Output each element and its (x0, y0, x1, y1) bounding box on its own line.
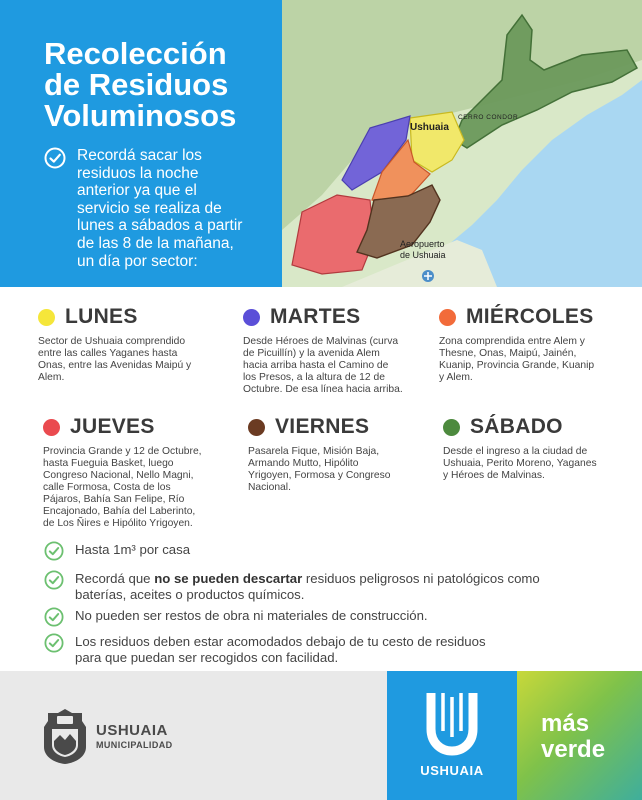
desc-line: Desde el ingreso a la ciudad de (443, 446, 588, 457)
mas-verde-panel (517, 671, 642, 800)
note-text (75, 634, 486, 666)
intro-text (77, 147, 277, 270)
title-line: Voluminosos (44, 98, 237, 133)
page-title (44, 38, 274, 131)
desc-line: Zona comprendida entre Alem y (439, 336, 585, 347)
desc-line: Desde Héroes de Malvinas (curva (243, 336, 399, 347)
intro-line: residuos la noche (77, 164, 199, 182)
mas-verde-text (541, 711, 605, 763)
map-label-airport: Aeropuerto (400, 239, 445, 249)
desc-line: Thesne, Onas, Maipú, Jainén, (439, 348, 577, 359)
color-dot (439, 309, 456, 326)
check-circle-icon (44, 147, 66, 169)
day-description (439, 336, 594, 384)
day-name: VIERNES (275, 415, 370, 438)
day-name: SÁBADO (470, 415, 563, 438)
desc-line: hacia arriba hasta el Camino de (243, 360, 389, 371)
desc-line: y Alem. (439, 372, 473, 383)
desc-line: Pájaros, Bahía San Felipe, Río (43, 494, 185, 505)
day-description (38, 336, 191, 384)
desc-line: hasta Fueguia Basket, luego (43, 458, 174, 469)
desc-line: Provincia Grande y 12 de Octubre, (43, 446, 202, 457)
day-description (443, 446, 597, 482)
municipality-subtitle: MUNICIPALIDAD (96, 740, 173, 750)
sector-map (282, 0, 642, 287)
desc-line: y Héroes de Malvinas. (443, 470, 545, 481)
color-dot (243, 309, 260, 326)
map-label-airport: de Ushuaia (400, 250, 446, 260)
brand-name: USHUAIA (420, 763, 484, 778)
day-description (243, 336, 403, 396)
color-dot (443, 419, 460, 436)
title-line: de Residuos (44, 67, 229, 102)
note-text-part: residuos peligrosos ni patológicos como (302, 571, 540, 586)
note-emphasis: no se pueden descartar (154, 571, 303, 586)
check-circle-icon (44, 570, 64, 590)
desc-line: Armando Mutto, Hipólito (248, 458, 359, 469)
municipality-logo (42, 707, 282, 767)
ushuaia-brand (387, 671, 517, 800)
intro-line: anterior ya que el (77, 182, 197, 200)
intro-line: un día por sector: (77, 252, 198, 270)
day-name: MARTES (270, 305, 361, 328)
desc-line: Alem. (38, 372, 65, 383)
desc-line: de Picuillín) y la avenida Alem (243, 348, 380, 359)
desc-line: Onas, entre las Avenidas Maipú y (38, 360, 192, 371)
ushuaia-u-logo-icon (387, 671, 517, 761)
color-dot (248, 419, 265, 436)
desc-line: de Los Ñires e Hipólito Yrigoyen. (43, 518, 193, 529)
desc-line: Sector de Ushuaia comprendido (38, 336, 186, 347)
desc-line: Pasarela Fique, Misión Baja, (248, 446, 380, 457)
note-text-part: Recordá que (75, 571, 155, 586)
note-text: No pueden ser restos de obra ni materiales de construcción. (75, 608, 428, 623)
desc-line: los Presos, a la altura de 12 de (243, 372, 385, 383)
day-description (248, 446, 391, 494)
note-text-part: para que puedan ser recogidos con facilidad. (75, 650, 339, 665)
verde-line: más (541, 710, 590, 737)
desc-line: Nacional. (248, 482, 291, 493)
footer (0, 671, 642, 800)
day-name: JUEVES (70, 415, 155, 438)
intro-line: Recordá sacar los (77, 147, 202, 164)
desc-line: Yrigoyen, Formosa y Congreso (248, 470, 391, 481)
check-circle-icon (44, 607, 64, 627)
desc-line: Congreso Nacional, Nello Magni, (43, 470, 194, 481)
day-name: MIÉRCOLES (466, 305, 594, 328)
note-text-part: Los residuos deben estar acomodados debajo de tu cesto de residuos (75, 634, 486, 649)
desc-line: Kuanip, Provincia Grande, Kuanip (439, 360, 595, 371)
day-description (43, 446, 202, 530)
map-label-cerro: CERRO CONDOR (458, 114, 519, 121)
desc-line: Ushuaia, Perito Moreno, Yaganes (443, 458, 597, 469)
map-label-city: Ushuaia (410, 122, 449, 133)
color-dot (38, 309, 55, 326)
header (0, 0, 642, 287)
note-text-part: baterías, aceites o productos químicos. (75, 587, 305, 602)
intro-line: de las 8 de la mañana, (77, 234, 234, 252)
map-graphic (282, 0, 642, 287)
intro-line: lunes a sábados a partir (77, 217, 243, 235)
color-dot (43, 419, 60, 436)
desc-line: calle Formosa, Costa de los (43, 482, 171, 493)
desc-line: Octubre. De esa línea hacia arriba. (243, 384, 403, 395)
intro-line: servicio se realiza de (77, 199, 222, 217)
desc-line: entre las calles Yaganes hasta (38, 348, 178, 359)
note-text: Hasta 1m³ por casa (75, 542, 191, 557)
check-circle-icon (44, 541, 64, 561)
note-text (75, 571, 540, 603)
check-circle-icon (44, 633, 64, 653)
coat-of-arms-icon (42, 707, 88, 765)
verde-line: verde (541, 736, 606, 763)
municipality-name: USHUAIA (96, 722, 168, 739)
day-name: LUNES (65, 305, 138, 328)
title-line: Recolección (44, 36, 227, 71)
desc-line: Encajonado, Bahía del Laberinto, (43, 506, 196, 517)
